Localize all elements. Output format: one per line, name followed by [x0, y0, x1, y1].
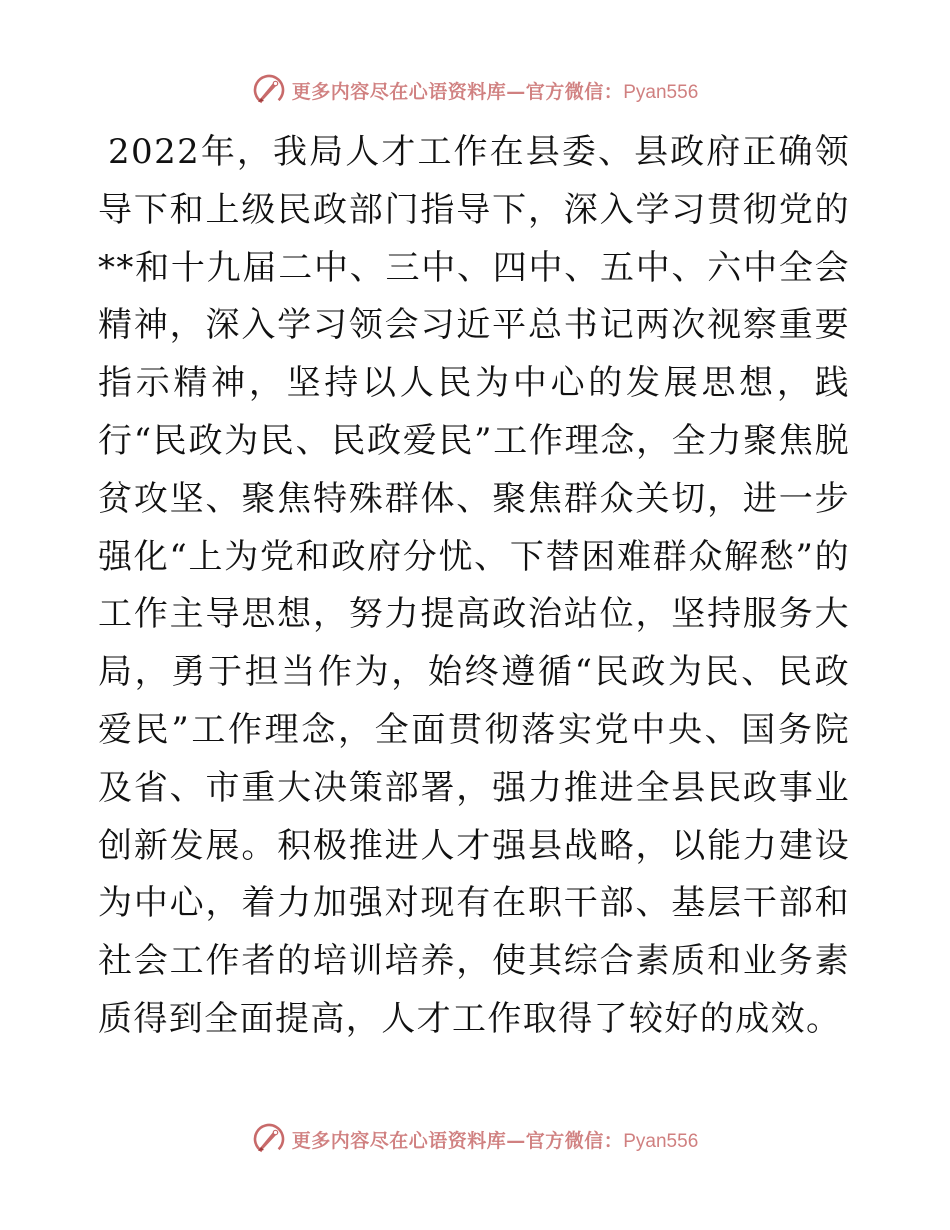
quill-logo-icon — [252, 1122, 286, 1156]
quill-logo-icon — [252, 73, 286, 107]
document-body — [98, 124, 850, 1049]
watermark-banner-top — [0, 68, 950, 112]
watermark-text: 更多内容尽在心语资料库—官方微信：Pyan556 — [291, 1129, 699, 1152]
body-paragraph: 2022年，我局人才工作在县委、县政府正确领导下和上级民政部门指导下，深入学习贯彻党的**和十九届二中、三中、四中、五中、六中全会精神，深入学习领会习近平总书记两次视察重要指示精神，坚持以人民为中心的发展思想，践行“民政为民、民政爱民”工作理念，全力聚焦脱贫攻坚、聚焦特殊群体、聚焦群众关切，进一步强化“上为党和政府分忧、下替困难群众解愁”的工作主导思想，努力提高政治站位，坚持服务大局，勇于担当作为，始终遵循“民政为民、民政爱民”工作理念，全面贯彻落实党中央、国务院及省、市重大决策部署，强力推进全县民政事业创新发展。积极推进人才强县战略，以能力建设为中心，着力加强对现有在职干部、基层干部和社会工作者的培训培养，使其综合素质和业务素质得到全面提高，人才工作取得了较好的成效。 — [98, 132, 850, 1039]
watermark-banner-bottom — [0, 1117, 950, 1161]
watermark-text: 更多内容尽在心语资料库—官方微信：Pyan556 — [291, 80, 699, 103]
